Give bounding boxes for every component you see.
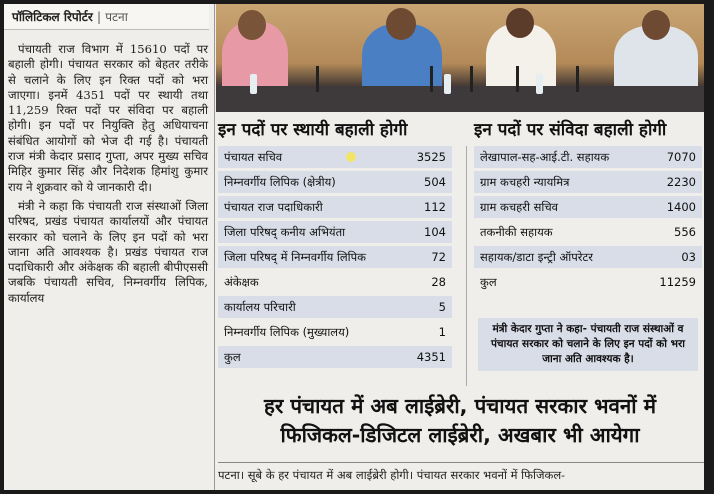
- post-name: निम्नवर्गीय लिपिक (क्षेत्रीय): [224, 175, 336, 189]
- byline-place: पटना: [105, 10, 128, 24]
- post-count: 2230: [666, 175, 696, 189]
- reporter-name: पॉलिटिकल रिपोर्टर: [12, 10, 93, 24]
- headline: [216, 392, 704, 450]
- column-divider: [214, 4, 215, 490]
- intro-text: सूबे के हर पंचायत में अब लाईब्रेरी होगी। पंचायत सरकार भवनों में फिजिकल-: [247, 468, 566, 482]
- dateline: पटना।: [218, 468, 245, 482]
- table-row: [474, 246, 702, 268]
- post-count: 556: [674, 225, 696, 239]
- post-count: 03: [681, 250, 696, 264]
- table-total-row: [474, 271, 702, 293]
- table-total-row: [218, 346, 452, 368]
- headline-line-1: हर पंचायत में अब लाईब्रेरी, पंचायत सरकार भवनों में: [264, 394, 656, 418]
- post-name: जिला परिषद् में निम्नवर्गीय लिपिक: [224, 250, 367, 264]
- post-name: पंचायत राज पदाधिकारी: [224, 200, 323, 214]
- post-count: 112: [424, 200, 446, 214]
- newspaper-clipping: [4, 4, 704, 490]
- post-name: ग्राम कचहरी सचिव: [480, 200, 559, 214]
- post-name: जिला परिषद् कनीय अभियंता: [224, 225, 346, 239]
- post-name: ग्राम कचहरी न्यायमित्र: [480, 175, 570, 189]
- post-name: लेखापाल-सह-आई.टी. सहायक: [480, 150, 610, 164]
- table-row: [474, 196, 702, 218]
- post-name: कुल: [480, 275, 497, 289]
- post-count: 28: [431, 275, 446, 289]
- permanent-posts-table: [218, 116, 452, 371]
- table-row: [218, 246, 452, 268]
- table-row: [218, 271, 452, 293]
- post-name: सहायक/डाटा इन्ट्री ऑपरेटर: [480, 250, 593, 264]
- highlight-dot: [346, 152, 356, 162]
- post-count: 11259: [659, 275, 696, 289]
- article-intro: [218, 462, 704, 487]
- press-conference-photo: [216, 4, 704, 112]
- table-row: [218, 146, 452, 168]
- headline-line-2: फिजिकल-डिजिटल लाईब्रेरी, अखबार भी आयेगा: [280, 423, 640, 447]
- article-paragraph: पंचायती राज विभाग में 15610 पदों पर बहाली होगी। पंचायत सरकार को बेहतर तरीके से चलाने के लिए इन रिक्त पदों को भरा जाएगा। इनमें 4351 पदों पर स्थायी तथा 11,259 रिक्त पदों पर संविदा पर बहाली होगी। इन पदों पर नियुक्ति हेतु अधियाचना संबंधित आयोगों को भेज दी गई है। पंचायती राज मंत्री केदार प्रसाद गुप्ता, अपर मुख्य सचिव मिहिर कुमार सिंह और निदेशक हिमांशु कुमार राय ने शुक्रवार को ये जानकारी दी।: [8, 42, 208, 194]
- post-name: अंकेक्षक: [224, 275, 259, 289]
- table-row: [218, 321, 452, 343]
- minister-quote-box: मंत्री केदार गुप्ता ने कहा- पंचायती राज संस्थाओं व पंचायत सरकार को चलाने के लिए इन पदों को भरा जाना अति आवश्यक है।: [478, 318, 698, 371]
- permanent-table-heading: इन पदों पर स्थायी बहाली होगी: [218, 120, 408, 140]
- table-row: [474, 171, 702, 193]
- post-count: 7070: [666, 150, 696, 164]
- post-name: कुल: [224, 350, 241, 364]
- table-row: [218, 221, 452, 243]
- article-paragraph: मंत्री ने कहा कि पंचायती राज संस्थाओं जिला परिषद, प्रखंड पंचायत कार्यालयों और पंचायत सरकार को चलाने के लिए इन पदों को भरा जाना अति आवश्यक है। प्रखंड पंचायत राज पदाधिकारी और अंकेक्षक की बहाली बीपीएससी जबकि पंचायती सचिव, निम्नवर्गीय लिपिक, कार्यालय: [8, 198, 208, 305]
- left-article: [8, 42, 208, 306]
- byline-separator: |: [96, 10, 101, 24]
- table-row: [218, 196, 452, 218]
- post-name: पंचायत सचिव: [224, 150, 283, 164]
- post-count: 3525: [416, 150, 446, 164]
- vacancy-tables: [218, 116, 704, 388]
- post-count: 504: [424, 175, 446, 189]
- contract-posts-table: [474, 116, 702, 296]
- table-row: [474, 221, 702, 243]
- post-count: 104: [424, 225, 446, 239]
- post-count: 72: [431, 250, 446, 264]
- byline: [4, 4, 209, 30]
- table-row: [218, 171, 452, 193]
- post-count: 4351: [416, 350, 446, 364]
- post-count: 1400: [666, 200, 696, 214]
- post-name: तकनीकी सहायक: [480, 225, 553, 239]
- post-name: कार्यालय परिचारी: [224, 300, 296, 314]
- post-count: 1: [438, 325, 446, 339]
- post-name: निम्नवर्गीय लिपिक (मुख्यालय): [224, 325, 350, 339]
- contract-table-heading: इन पदों पर संविदा बहाली होगी: [474, 120, 667, 140]
- table-divider: [466, 146, 467, 386]
- post-count: 5: [438, 300, 446, 314]
- table-row: [474, 146, 702, 168]
- table-row: [218, 296, 452, 318]
